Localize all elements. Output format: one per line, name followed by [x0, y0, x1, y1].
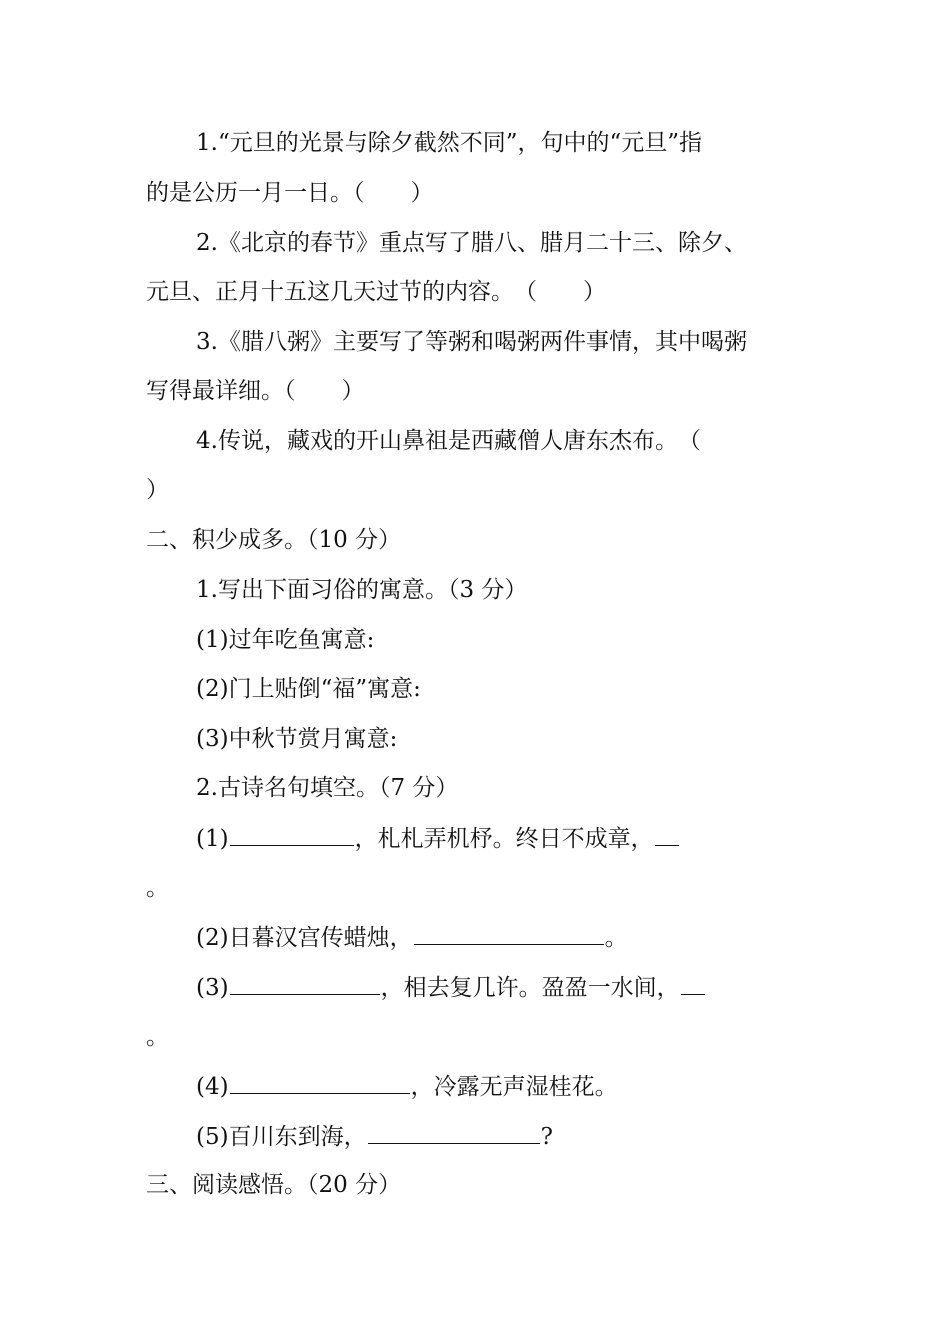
poem5-blank[interactable] — [368, 1121, 540, 1144]
poem3-blank-a[interactable] — [230, 972, 380, 995]
poem2-end: 。 — [604, 925, 628, 951]
judge-q1-line2: 的是公历一月一日。（ ） — [146, 180, 434, 206]
poem-question-title: 2.古诗名句填空。（7 分） — [196, 775, 459, 801]
section2-heading: 二、积少成多。（10 分） — [146, 527, 402, 553]
poem2-blank[interactable] — [414, 922, 604, 945]
poem-line-2 — [196, 922, 806, 953]
judge-q3-line1: 3.《腊八粥》主要写了等粥和喝粥两件事情，其中喝粥 — [196, 329, 747, 355]
poem4-number: (4) — [196, 1074, 229, 1100]
judge-q4-line2: ） — [146, 477, 169, 503]
judge-q2-line2: 元旦、正月十五这几天过节的内容。 （ ） — [146, 279, 606, 305]
poem1-blank-b[interactable] — [655, 823, 679, 846]
poem-line-1 — [196, 823, 806, 854]
poem3-number: (3) — [196, 975, 229, 1001]
judge-q1-line1: 1.“元旦的光景与除夕截然不同”，句中的“元旦”指 — [196, 130, 702, 156]
poem4-text: ，冷露无声湿桂花。 — [410, 1074, 618, 1100]
poem1-number: (1) — [196, 826, 229, 852]
poem4-blank[interactable] — [230, 1071, 410, 1094]
custom-item-2: (2)门上贴倒“福”寓意: — [196, 676, 421, 702]
poem1-text: ，札札弄机杼。终日不成章， — [354, 826, 654, 852]
poem3-text: ，相去复几许。盈盈一水间， — [380, 975, 680, 1001]
poem3-end: 。 — [146, 1024, 169, 1050]
poem-line-5 — [196, 1121, 806, 1152]
section3-heading: 三、阅读感悟。（20 分） — [146, 1172, 402, 1198]
poem3-blank-b[interactable] — [681, 972, 705, 995]
poem-line-3 — [196, 972, 806, 1003]
judge-q4-line1: 4.传说，藏戏的开山鼻祖是西藏僧人唐东杰布。 （ — [196, 428, 701, 454]
poem2-text: (2)日暮汉宫传蜡烛， — [196, 925, 413, 951]
poem5-end: ? — [540, 1124, 553, 1150]
custom-item-1: (1)过年吃鱼寓意: — [196, 627, 375, 653]
poem1-blank-a[interactable] — [230, 823, 354, 846]
poem5-text: (5)百川东到海， — [196, 1124, 367, 1150]
judge-q2-line1: 2.《北京的春节》重点写了腊八、腊月二十三、除夕、 — [196, 230, 747, 256]
poem1-end: 。 — [146, 875, 169, 901]
custom-item-3: (3)中秋节赏月寓意: — [196, 726, 398, 752]
custom-question-title: 1.写出下面习俗的寓意。（3 分） — [196, 577, 528, 603]
poem-line-4 — [196, 1071, 806, 1102]
judge-q3-line2: 写得最详细。（ ） — [146, 378, 365, 404]
